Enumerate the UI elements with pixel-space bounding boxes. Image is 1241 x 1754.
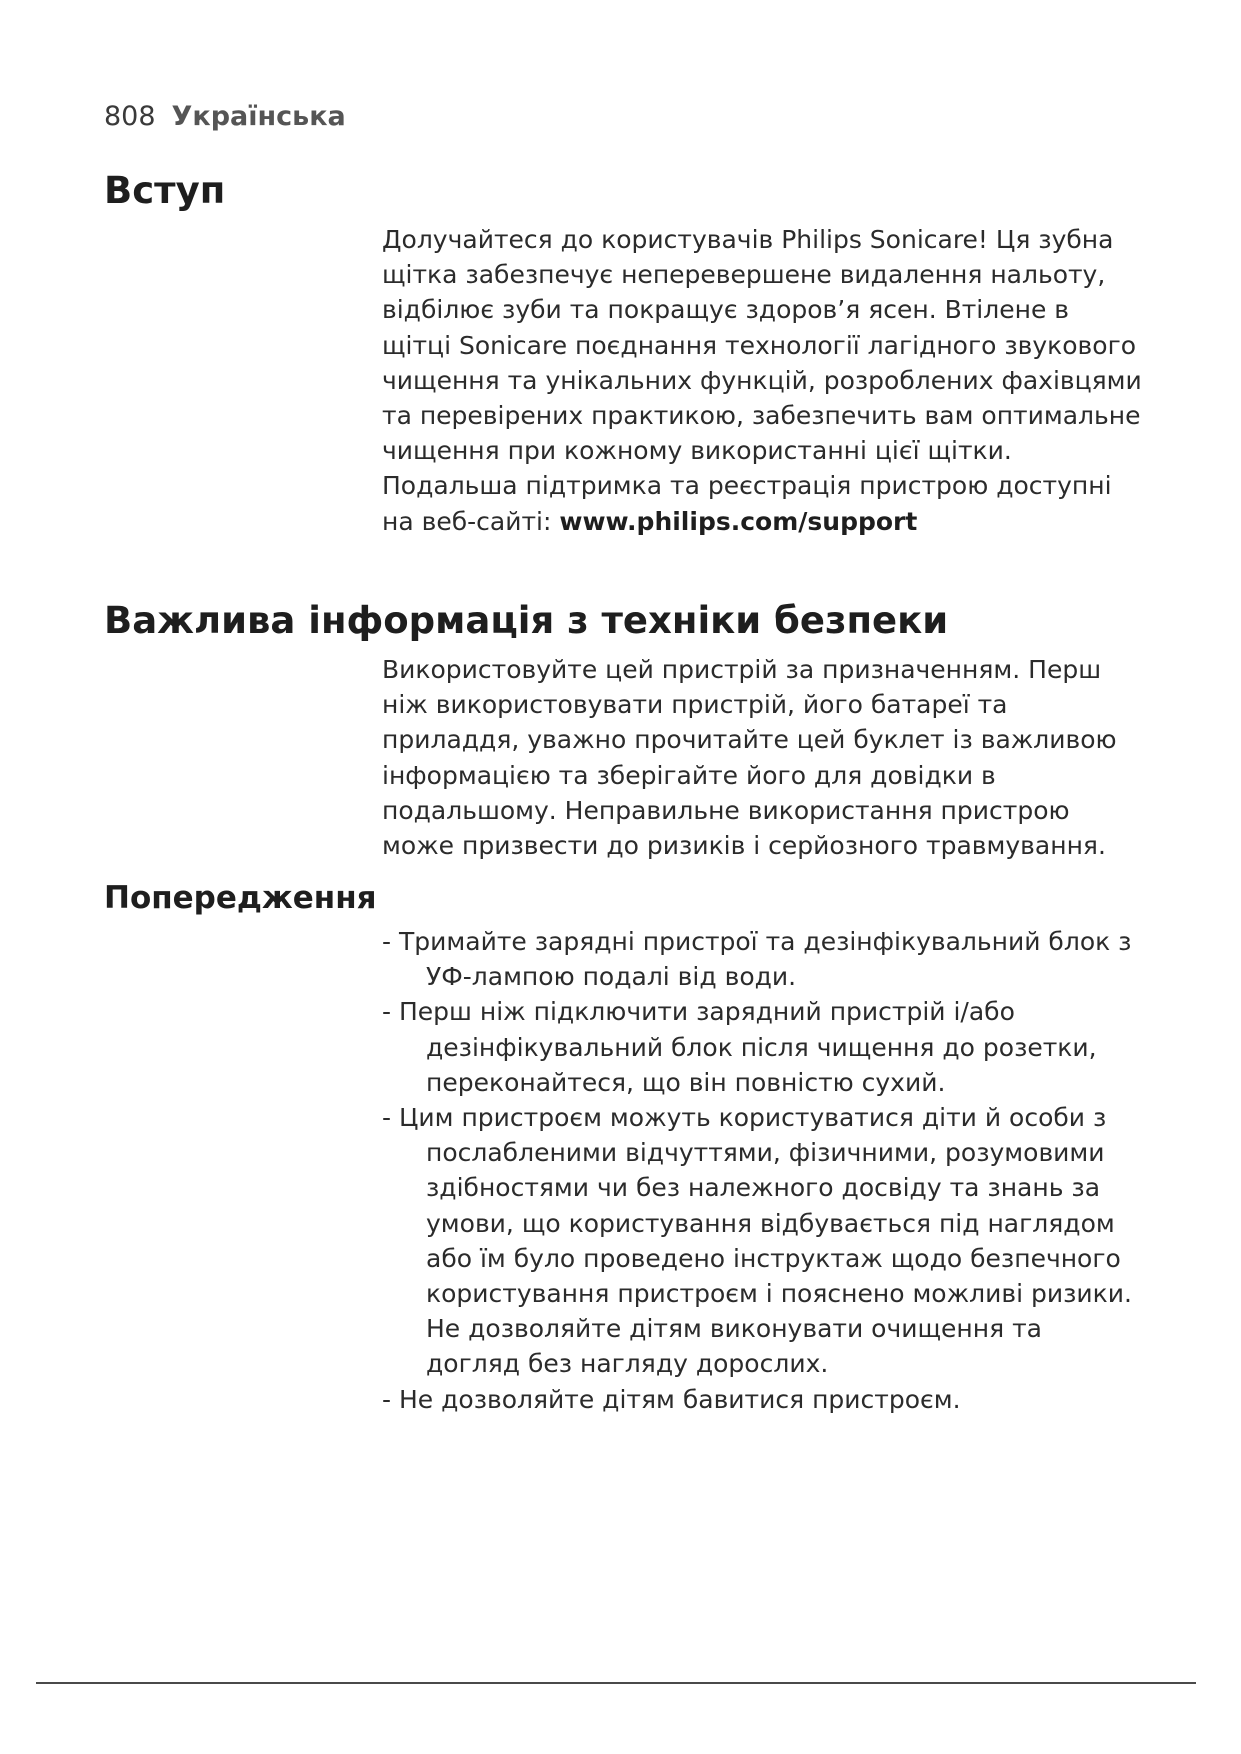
warning-item-text: Цим пристроєм можуть користуватися діти й особи з послабленими відчуттями, фізичними, розумовими здібностями чи без належного досвіду та знань за умови, що користування відбувається під наглядом або їм було проведено інструктаж щодо безпечного користування пристроєм і пояснено можливі ризики. Не дозволяйте дітям виконувати очищення та догляд без нагляду дорослих. xyxy=(399,1103,1132,1379)
page-number: 808 xyxy=(104,101,156,132)
section-title-safety: Важлива інформація з техніки безпеки xyxy=(104,599,949,642)
section-title-intro: Вступ xyxy=(104,169,226,212)
warning-list xyxy=(382,924,1142,1417)
support-line xyxy=(382,468,1142,538)
page-header xyxy=(104,97,346,137)
warning-item xyxy=(382,1382,1142,1417)
bullet-dash: - xyxy=(382,927,392,956)
warning-item-text: Тримайте зарядні пристрої та дезінфікувальний блок з УФ-лампою подалі від води. xyxy=(399,927,1132,992)
warning-item-text: Не дозволяйте дітям бавитися пристроєм. xyxy=(399,1384,961,1414)
bullet-dash: - xyxy=(382,997,392,1027)
section-title-warning: Попередження xyxy=(104,880,377,916)
safety-section-body xyxy=(382,652,1142,863)
warning-item xyxy=(382,994,1142,1100)
intro-section-body xyxy=(382,222,1142,539)
support-url: www.philips.com/support xyxy=(559,506,918,536)
footer-rule xyxy=(36,1682,1196,1684)
support-text: Подальша підтримка та реєстрація пристрою доступні на веб-сайті: xyxy=(382,471,1112,536)
intro-paragraph: Долучайтеся до користувачів Philips Sonicare! Ця зубна щітка забезпечує неперевершене видалення нальоту, відбілює зуби та покращує здоров’я ясен. Втілене в щітці Sonicare поєднання технології лагідного звукового чищення та унікальних функцій, розроблених фахівцями та перевірених практикою, забезпечить вам оптимальне чищення при кожному використанні цієї щітки. xyxy=(382,225,1142,466)
warning-item xyxy=(382,924,1142,994)
safety-paragraph: Використовуйте цей пристрій за призначенням. Перш ніж використовувати пристрій, його батареї та приладдя, уважно прочитайте цей буклет із важливою інформацією та зберігайте його для довідки в подальшому. Неправильне використання пристрою може призвести до ризиків і серйозного травмування. xyxy=(382,655,1117,861)
bullet-dash: - xyxy=(382,1384,392,1414)
bullet-dash: - xyxy=(382,1103,392,1133)
warning-item-text: Перш ніж підключити зарядний пристрій і/або дезінфікувальний блок після чищення до розетки, переконайтеся, що він повністю сухий. xyxy=(399,997,1097,1097)
page-language: Українська xyxy=(171,101,346,132)
warning-item xyxy=(382,1100,1142,1382)
